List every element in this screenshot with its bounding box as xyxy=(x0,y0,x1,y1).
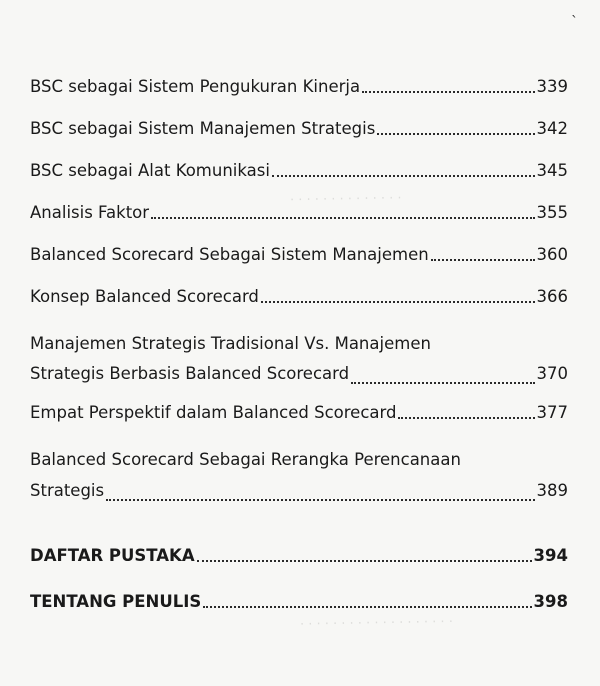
toc-entry-page: 366 xyxy=(536,287,568,306)
leader-dots xyxy=(203,602,531,608)
toc-entry-title: Balanced Scorecard Sebagai Sistem Manajemen xyxy=(30,245,429,264)
toc-entry[interactable] xyxy=(30,76,568,98)
toc-entry-page: 339 xyxy=(536,77,568,96)
toc-section-page: 394 xyxy=(533,546,568,565)
toc-entry-page: 342 xyxy=(536,119,568,138)
toc-entry[interactable] xyxy=(30,118,568,140)
toc-entry-title: Analisis Faktor xyxy=(30,203,150,222)
leader-dots xyxy=(351,378,534,384)
leader-dots xyxy=(261,297,535,303)
toc-entry[interactable] xyxy=(30,286,568,308)
toc-section-bibliography[interactable] xyxy=(30,545,568,567)
bleed-through-text: · · · · · · · · · · · · · · · · · · · xyxy=(299,614,454,633)
leader-dots xyxy=(151,213,534,219)
toc-entry-title: BSC sebagai Sistem Manajemen Strategis xyxy=(30,119,376,138)
toc-entry[interactable] xyxy=(30,202,568,224)
toc-entry-title: Konsep Balanced Scorecard xyxy=(30,287,259,306)
toc-entry-title: BSC sebagai Alat Komunikasi xyxy=(30,161,270,180)
toc-section-title: DAFTAR PUSTAKA xyxy=(30,546,195,565)
toc-entry-title-line1: Manajemen Strategis Tradisional Vs. Manajemen xyxy=(30,334,431,353)
leader-dots xyxy=(362,87,534,93)
toc-section-title: TENTANG PENULIS xyxy=(30,592,202,611)
leader-dots xyxy=(106,495,534,501)
toc-entry-page: 355 xyxy=(536,203,568,222)
toc-entry-title-line1: Balanced Scorecard Sebagai Rerangka Perencanaan xyxy=(30,450,461,469)
toc-entry-title: Strategis Berbasis Balanced Scorecard xyxy=(30,364,350,383)
toc-entry[interactable] xyxy=(30,329,568,389)
toc-section-about-author[interactable] xyxy=(30,591,568,613)
leader-dots xyxy=(398,413,534,419)
toc-section-page: 398 xyxy=(533,592,568,611)
toc-entry[interactable] xyxy=(30,444,568,506)
bleed-through-text: · · · · · · · · · · · · · · xyxy=(289,191,402,208)
leader-dots xyxy=(377,129,534,135)
toc-entry-title: Strategis xyxy=(30,481,105,500)
toc-entry-title: Empat Perspektif dalam Balanced Scorecard xyxy=(30,403,397,422)
toc-entry-page: 345 xyxy=(536,161,568,180)
toc-entry[interactable] xyxy=(30,402,568,424)
toc-entry-page: 377 xyxy=(536,403,568,422)
leader-dots xyxy=(197,556,532,562)
leader-dots xyxy=(272,171,535,177)
leader-dots xyxy=(431,255,535,261)
toc-entry-page: 360 xyxy=(536,245,568,264)
toc-entry-page: 370 xyxy=(536,364,568,383)
corner-mark: ˎ xyxy=(571,2,578,18)
toc-entry[interactable] xyxy=(30,160,568,182)
toc-entry-title: BSC sebagai Sistem Pengukuran Kinerja xyxy=(30,77,361,96)
toc-entry-page: 389 xyxy=(536,481,568,500)
toc-entry[interactable] xyxy=(30,244,568,266)
